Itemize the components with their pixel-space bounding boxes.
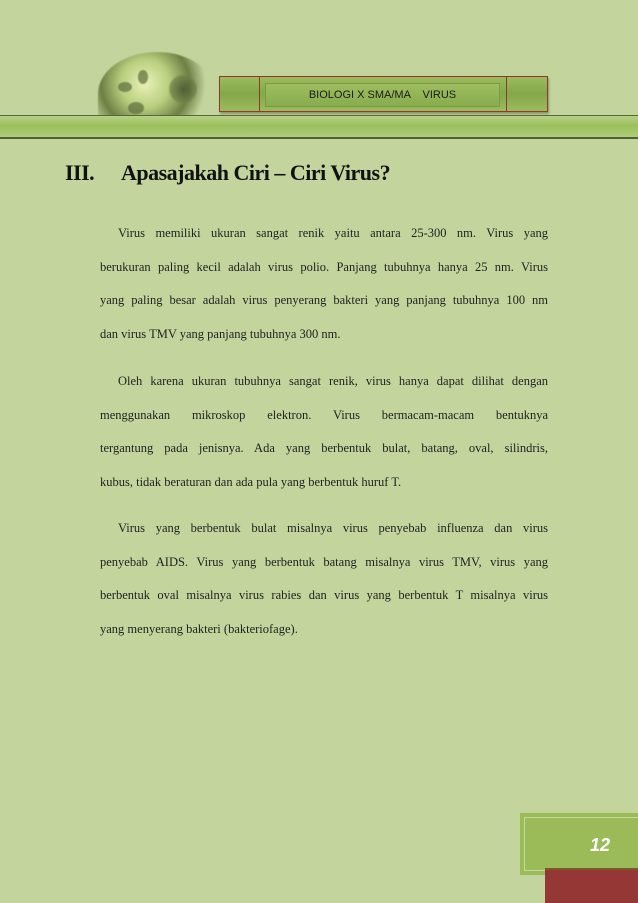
page-number-box [520,813,638,875]
paragraph-3 [100,518,548,653]
paragraph-2 [100,371,548,506]
text-line: kubus, tidak beraturan dan ada pula yang berbentuk huruf T. [100,475,402,490]
text-line: yang paling besar adalah virus penyerang bakteri yang panjang tubuhnya 100 nm [100,293,548,308]
footer-accent [545,868,638,903]
text-line: Oleh karena ukuran tubuhnya sangat renik, virus hanya dapat dilihat dengan [118,374,548,388]
header-bar [0,115,638,139]
text-line: Virus yang berbentuk bulat misalnya virus penyebab influenza dan virus [118,521,548,535]
text-line: Virus memiliki ukuran sangat renik yaitu antara 25-300 nm. Virus yang [118,226,548,240]
section-title: Apasajakah Ciri – Ciri Virus? [121,160,391,185]
section-heading [65,160,390,186]
text-line: berbentuk oval misalnya virus rabies dan virus yang berbentuk T misalnya virus [100,588,548,603]
text-line: penyebab AIDS. Virus yang berbentuk batang misalnya virus TMV, virus yang [100,554,548,569]
header-label: BIOLOGI X SMA/MA VIRUS [265,83,500,107]
text-line: yang menyerang bakteri (bakteriofage). [100,622,298,637]
text-line: berukuran paling kecil adalah virus polio. Panjang tubuhnya hanya 25 nm. Virus [100,259,548,274]
virus-illustration [98,52,216,122]
text-line: menggunakan mikroskop elektron. Virus bermacam-macam bentuknya [100,407,548,422]
text-line: tergantung pada jenisnya. Ada yang berbentuk bulat, batang, oval, silindris, [100,441,548,456]
header-title-box [219,76,548,112]
paragraph-1 [100,223,548,358]
text-line: dan virus TMV yang panjang tubuhnya 300 nm. [100,327,341,342]
section-number: III. [65,160,95,185]
page-number: 12 [589,835,610,855]
